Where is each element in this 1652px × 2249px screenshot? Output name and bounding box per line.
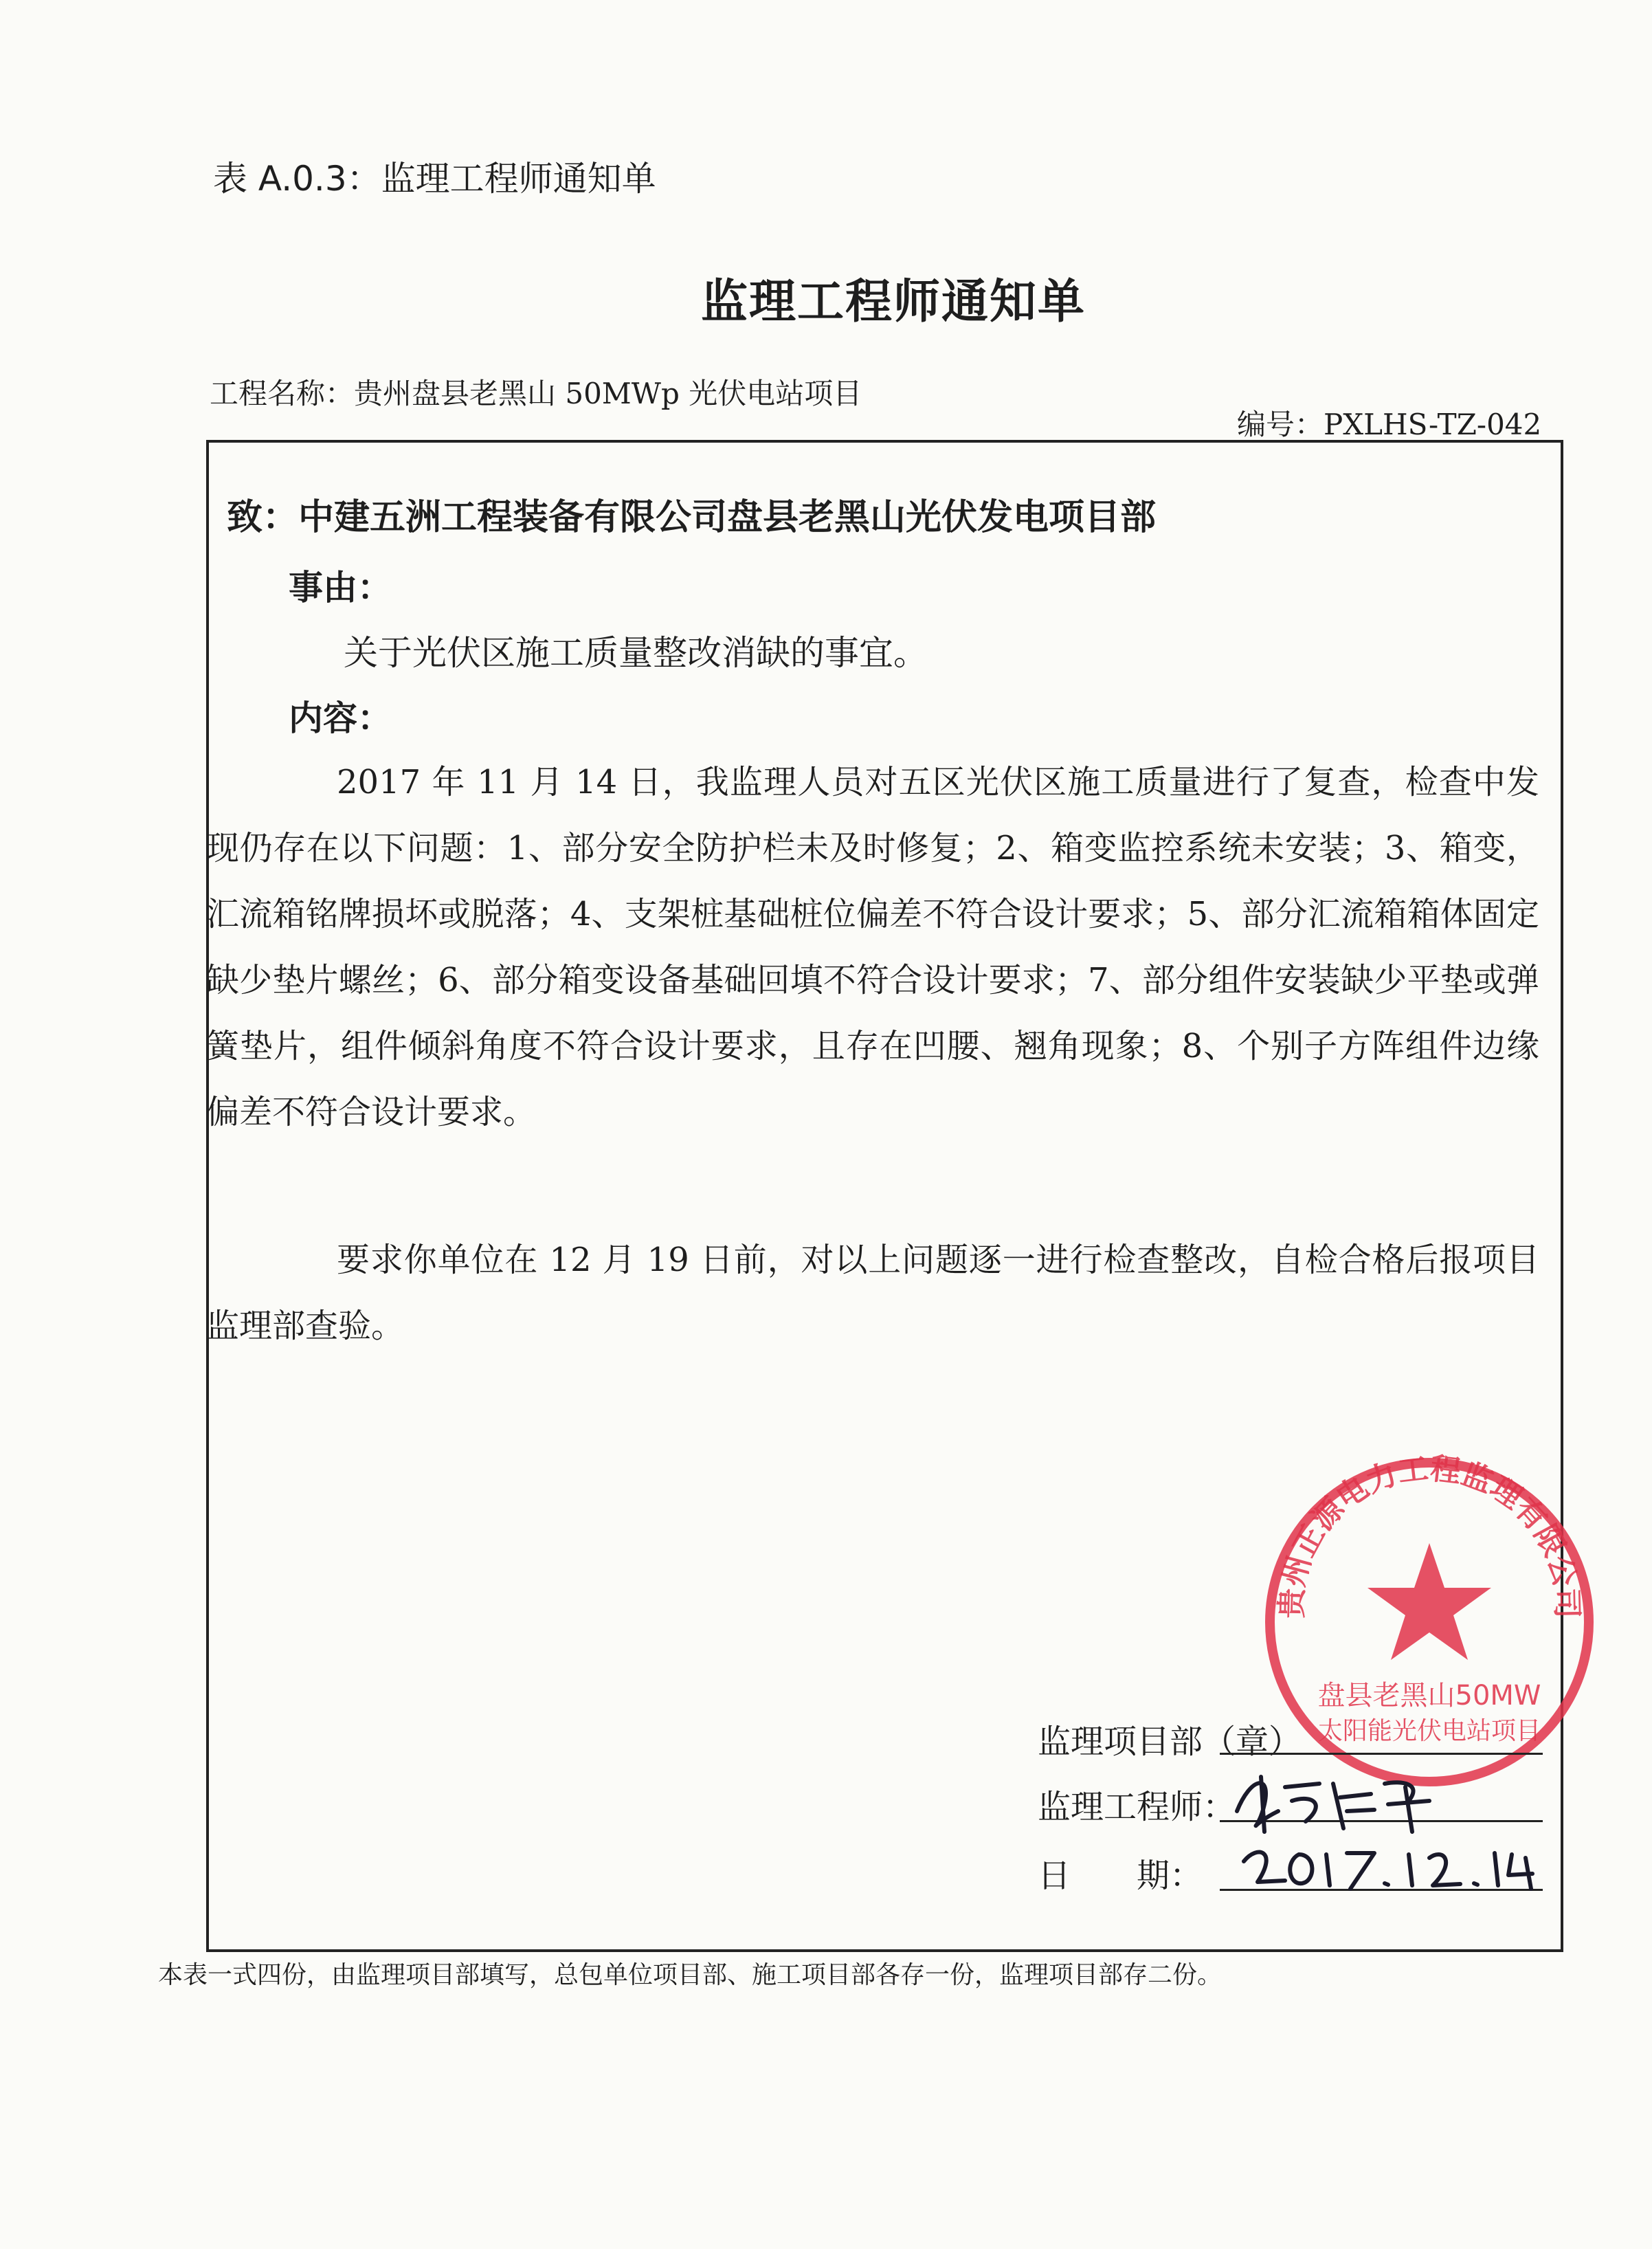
svg-text:太阳能光伏电站项目: 太阳能光伏电站项目 [1317,1717,1541,1745]
content-paragraph-1: 2017 年 11 月 14 日，我监理人员对五区光伏区施工质量进行了复查，检查中发现仍存在以下问题：1、部分安全防护栏未及时修复；2、箱变监控系统未安装；3、箱变，汇流箱铭牌损坏或脱落；4、支架桩基础桩位偏差不符合设计要求；5、部分汇流箱箱体固定缺少垫片螺丝；6、部分箱变设备基础回填不符合设计要求；7、部分组件安装缺少平垫或弹簧垫片，组件倾斜角度不符合设计要求，且存在凹腰、翘角现象；8、个别子方阵组件边缘偏差不符合设计要求。 [206,763,1539,1131]
date-label: 日 期： [1038,1857,1203,1895]
engineer-label: 监理工程师： [1038,1788,1236,1826]
addressee: 致：中建五洲工程装备有限公司盘县老黑山光伏发电项目部 [227,497,1157,538]
project-name: 工程名称：贵州盘县老黑山 50MWp 光伏电站项目 [210,377,862,410]
dept-seal-label: 监理项目部（章） [1038,1722,1302,1761]
reason-text: 关于光伏区施工质量整改消缺的事宜。 [344,633,928,673]
dept-seal-line [1220,1753,1543,1755]
content-paragraph-2: 要求你单位在 12 月 19 日前，对以上问题逐一进行检查整改，自检合格后报项目监理部查验。 [206,1241,1539,1345]
engineer-signature [1223,1763,1471,1839]
document-title: 监理工程师通知单 [700,275,1086,329]
svg-text:盘县老黑山50MW: 盘县老黑山50MW [1317,1680,1541,1711]
company-seal [1258,1450,1601,1794]
form-number: 表 A.0.3：监理工程师通知单 [213,159,656,199]
content-label: 内容： [289,698,392,738]
footnote: 本表一式四份，由监理项目部填写，总包单位项目部、施工项目部各存一份，监理项目部存二份。 [158,1961,1223,1989]
svg-text:贵州正源电力工程监理有限公司: 贵州正源电力工程监理有限公司 [1274,1451,1585,1619]
serial-number: 编号：PXLHS-TZ-042 [1237,408,1542,441]
seal-star-icon [1368,1543,1491,1660]
reason-label: 事由： [289,568,392,608]
handwritten-date [1237,1834,1553,1903]
